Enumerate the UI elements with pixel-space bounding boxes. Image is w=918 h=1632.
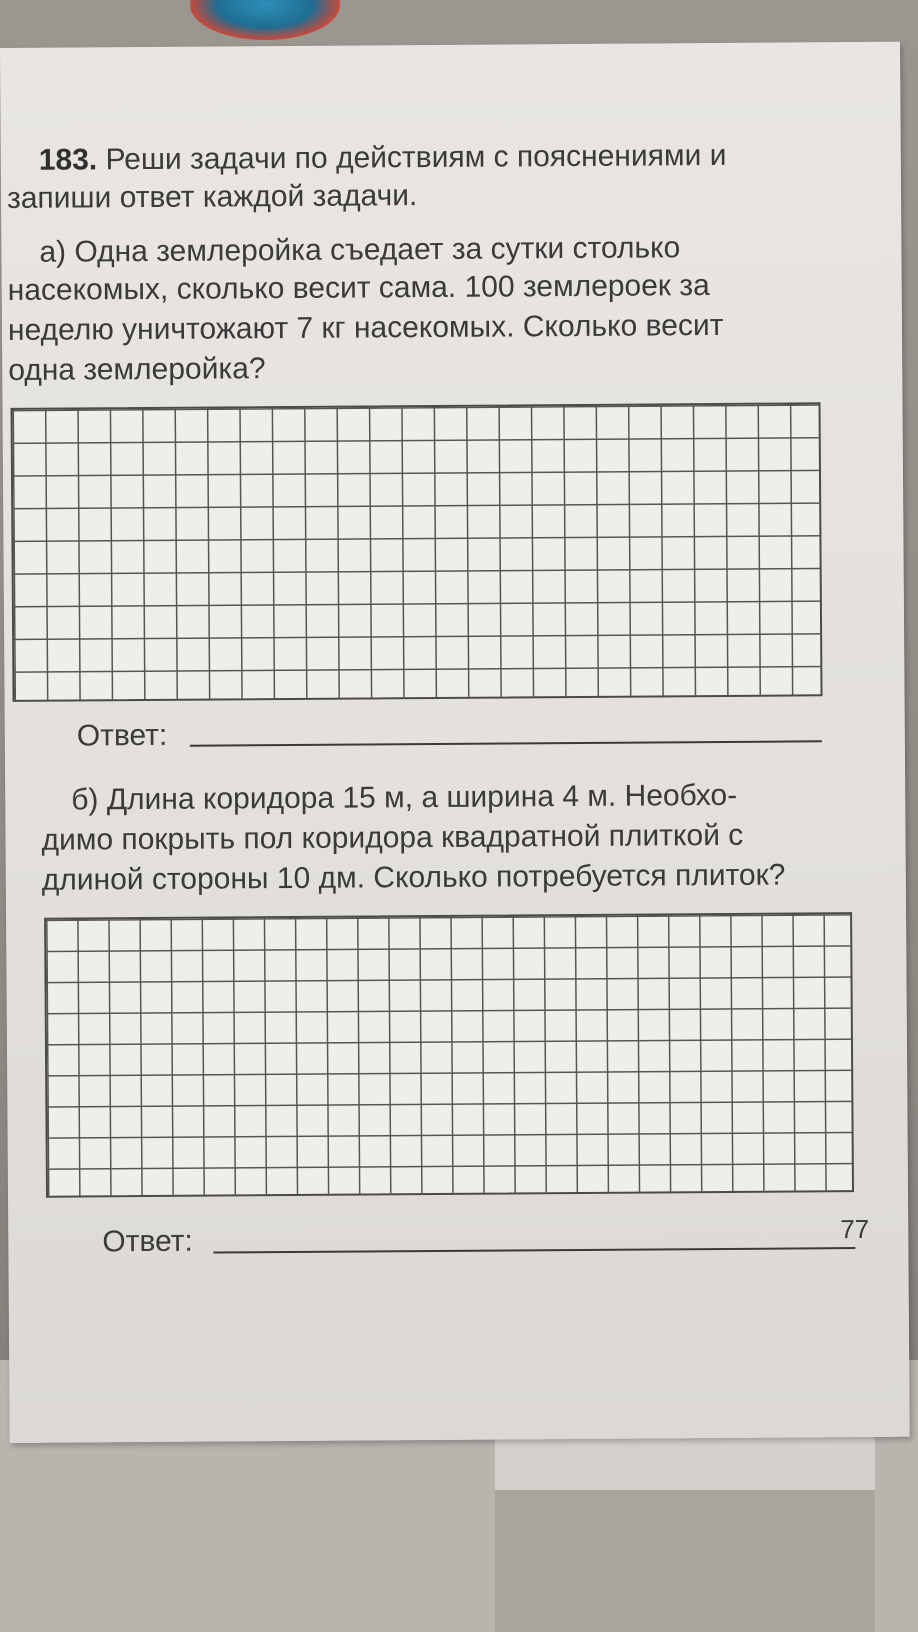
problem-b-line2: димо покрыть пол коридора квадратной плиткой с — [41, 818, 744, 857]
problem-b-grid[interactable] — [44, 912, 854, 1198]
problem-b-line3: длиной стороны 10 дм. Сколько потребуется плиток? — [41, 858, 786, 897]
problem-a-line2: насекомых, сколько весит сама. 100 землероек за — [7, 269, 710, 307]
task-number: 183. — [38, 143, 98, 177]
problem-a-answer-label: Ответ: — [76, 718, 168, 753]
problem-a-line1: а) Одна землеройка съедает за сутки столько — [39, 231, 681, 269]
problem-b-line1: б) Длина коридора 15 м, а ширина 4 м. Необхо- — [71, 778, 738, 817]
problem-a-line3: неделю уничтожают 7 кг насекомых. Сколько весит — [7, 308, 724, 347]
problem-b-answer-label: Ответ: — [102, 1224, 193, 1259]
problem-a-answer-line[interactable] — [190, 740, 822, 746]
problem-b-answer-line[interactable] — [213, 1247, 855, 1253]
page-number: 77 — [840, 1213, 870, 1245]
problem-a-line4: одна землеройка? — [8, 352, 266, 387]
under-sheet-shadow — [495, 1490, 875, 1632]
task-instruction-line2: запиши ответ каждой задачи. — [6, 179, 418, 215]
task-instruction-line1: Реши задачи по действиям с пояснениями и — [105, 138, 727, 177]
problem-a-grid[interactable] — [11, 402, 823, 702]
workbook-page — [0, 42, 910, 1443]
